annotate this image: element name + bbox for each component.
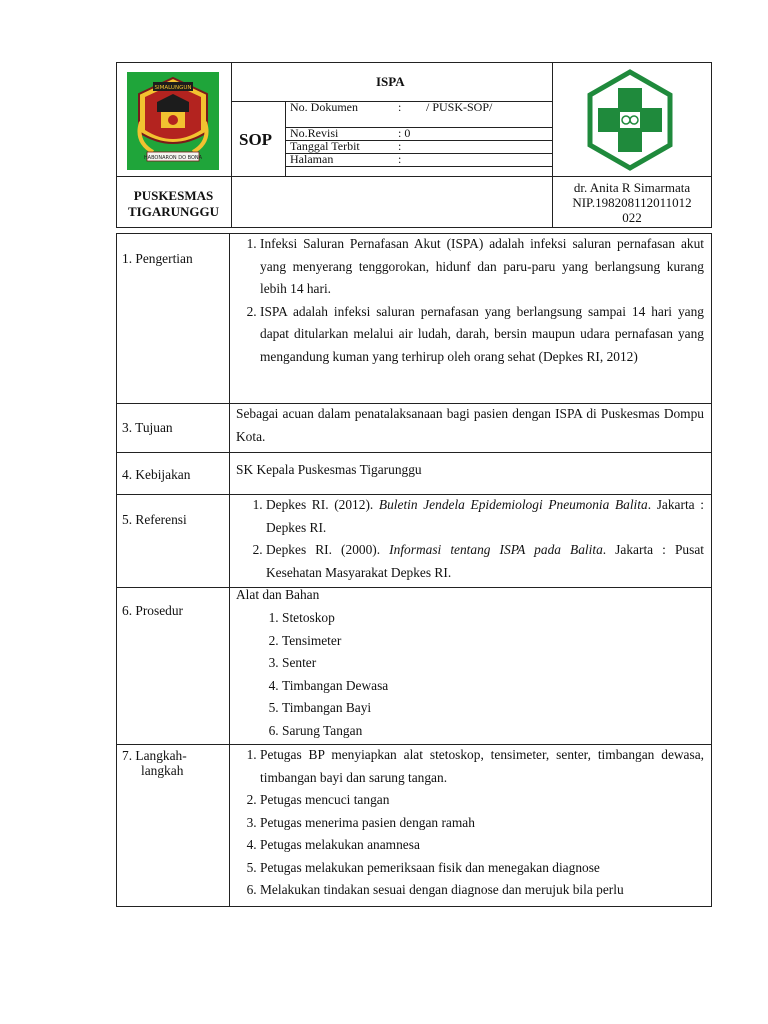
label-langkah (122, 748, 187, 778)
label-referensi: 5. Referensi (122, 512, 187, 527)
org-name (116, 188, 231, 220)
prosedur-item: 4. Timbangan Dewasa (282, 675, 704, 698)
prosedur-item: 6. Sarung Tangan (282, 720, 704, 743)
referensi-item (266, 539, 704, 584)
langkah-content (234, 744, 704, 902)
label-tujuan: 3. Tujuan (122, 420, 173, 435)
meta-label-revisi: No.Revisi (290, 126, 339, 140)
logo-bottom-text: HABONARON DO BONA (143, 155, 203, 161)
emblem-icon (127, 72, 219, 170)
referensi-author: Depkes RI. (2012). (266, 497, 379, 512)
pengertian-content (234, 233, 704, 368)
pengertian-item: 2. ISPA adalah infeksi saluran pernafasan yang berlangsung sampai 14 hari yang dapat ditularkan melalui air ludah, darah, bersin maupun udara pernafasan yang mengandung kuman yang terhirup oleh orang sehat (Depkes RI, 2012) (260, 301, 704, 369)
meta-label-no-dokumen: No. Dokumen (290, 100, 358, 114)
health-cross-icon (582, 68, 678, 172)
referensi-content (236, 494, 704, 584)
sop-label: SOP (239, 130, 273, 149)
puskesmas-logo (582, 68, 678, 172)
signer-nip-line2: 022 (622, 210, 642, 225)
prosedur-content (236, 586, 704, 742)
referensi-book-title: Informasi tentang ISPA pada Balita (389, 542, 603, 557)
regency-logo (127, 72, 219, 170)
meta-label-halaman: Halaman (290, 152, 334, 166)
langkah-item: 5. Petugas melakukan pemeriksaan fisik dan menegakan diagnose (260, 857, 704, 880)
kebijakan-text: SK Kepala Puskesmas Tigarunggu (236, 462, 422, 477)
langkah-list (234, 744, 704, 902)
prosedur-heading: Alat dan Bahan (236, 587, 320, 602)
prosedur-list (236, 607, 704, 742)
label-langkah-line1: 7. Langkah- (122, 748, 187, 763)
meta-value-no-dokumen: / PUSK-SOP/ (426, 100, 493, 114)
pengertian-list (234, 233, 704, 368)
langkah-item: 3. Petugas menerima pasien dengan ramah (260, 812, 704, 835)
meta-colon-halaman: : (398, 152, 402, 166)
label-kebijakan: 4. Kebijakan (122, 467, 191, 482)
langkah-item: 2. Petugas mencuci tangan (260, 789, 704, 812)
meta-label-tanggal: Tanggal Terbit (290, 139, 360, 153)
label-prosedur: 6. Prosedur (122, 603, 183, 618)
referensi-publisher: . Jakarta : Depkes RI. (266, 497, 704, 535)
langkah-item: 6. Melakukan tindakan sesuai dengan diagnose dan merujuk bila perlu (260, 879, 704, 902)
referensi-publisher: . Jakarta : Pusat Kesehatan Masyarakat Depkes RI. (266, 542, 704, 580)
pengertian-item: 1. Infeksi Saluran Pernafasan Akut (ISPA) adalah infeksi saluran pernafasan akut yang menyerang tenggorokan, hidunf dan paru-paru yang berlangsung kurang lebih 14 hari. (260, 233, 704, 301)
langkah-item: 1. Petugas BP menyiapkan alat stetoskop, tensimeter, senter, timbangan dewasa, timbangan bayi dan sarung tangan. (260, 744, 704, 789)
logo-top-text: SIMALUNGUN (154, 85, 192, 91)
meta-colon-no-dokumen: : (398, 100, 402, 114)
prosedur-item: 1. Stetoskop (282, 607, 704, 630)
document-title: ISPA (376, 74, 405, 89)
referensi-book-title: Buletin Jendela Epidemiologi Pneumonia Balita (378, 497, 648, 512)
tujuan-text: Sebagai acuan dalam penatalaksanaan bagi pasien dengan ISPA di Puskesmas Dompu Kota. (236, 406, 704, 444)
meta-colon-tanggal: : (398, 139, 402, 153)
signer-name: dr. Anita R Simarmata (573, 180, 691, 195)
signer-block (552, 180, 712, 225)
label-langkah-line2: langkah (141, 763, 184, 778)
meta-colon-revisi: : 0 (398, 126, 411, 140)
org-name-line2: TIGARUNGGU (127, 204, 219, 219)
label-pengertian: 1. Pengertian (122, 251, 193, 266)
prosedur-item: 3. Senter (282, 652, 704, 675)
prosedur-item: 2. Tensimeter (282, 630, 704, 653)
prosedur-item: 5. Timbangan Bayi (282, 697, 704, 720)
referensi-list (236, 494, 704, 584)
referensi-item (266, 494, 704, 539)
referensi-author: Depkes RI. (2000). (266, 542, 390, 557)
langkah-item: 4. Petugas melakukan anamnesa (260, 834, 704, 857)
org-name-line1: PUSKESMAS (133, 188, 214, 203)
signer-nip-line1: NIP.198208112011012 (572, 195, 692, 210)
